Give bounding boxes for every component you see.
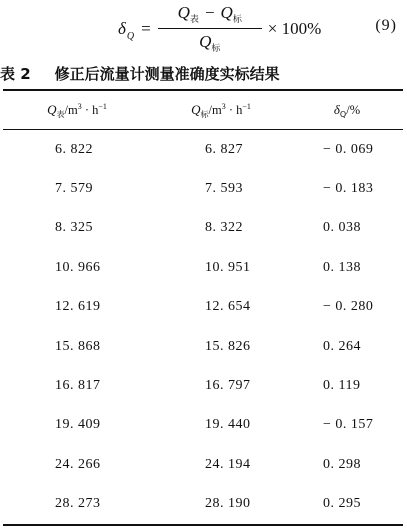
cell-delta-q: 0. 264	[323, 338, 361, 354]
equation-block	[0, 0, 407, 58]
header-subscript: 表	[56, 110, 65, 119]
cell-q-meter: 24. 266	[55, 456, 101, 472]
cell-q-meter: 15. 868	[55, 338, 101, 354]
table-row	[3, 485, 403, 524]
equation-lhs	[118, 19, 135, 42]
cell-delta-q: 0. 295	[323, 496, 361, 512]
header-delta-q	[291, 102, 403, 118]
lhs-subscript: Q	[126, 31, 135, 42]
cell-delta-q: − 0. 280	[323, 299, 374, 315]
cell-q-standard: 10. 951	[205, 259, 251, 275]
table-row	[3, 445, 403, 484]
cell-q-standard: 12. 654	[205, 299, 251, 315]
equals-sign: =	[141, 19, 151, 38]
lhs-symbol: δ	[118, 19, 126, 38]
cell-delta-q: − 0. 157	[323, 417, 374, 433]
table-body	[3, 130, 403, 524]
fraction-numerator	[178, 3, 242, 26]
table-header-row	[3, 91, 403, 129]
header-unit-sup2: −1	[98, 102, 107, 111]
table-row	[3, 327, 403, 366]
cell-delta-q: 0. 138	[323, 259, 361, 275]
table-caption	[0, 62, 280, 84]
equation-multiplier: × 100%	[267, 19, 322, 38]
cell-q-meter: 16. 817	[55, 378, 101, 394]
header-unit-rest: · h	[225, 103, 243, 117]
table-row	[3, 248, 403, 287]
results-table	[3, 89, 403, 526]
cell-q-meter: 12. 619	[55, 299, 101, 315]
numerator-q2-subscript: 标	[232, 15, 242, 25]
table-row	[3, 288, 403, 327]
cell-q-standard: 16. 797	[205, 378, 251, 394]
table-row	[3, 169, 403, 208]
header-unit	[209, 103, 251, 118]
cell-q-standard: 6. 827	[205, 141, 243, 157]
cell-q-meter: 10. 966	[55, 259, 101, 275]
header-unit-sup: 3	[221, 102, 226, 111]
numerator-q1-subscript: 表	[189, 15, 199, 25]
equation-fraction	[158, 3, 262, 55]
cell-q-meter: 7. 579	[55, 181, 93, 197]
table-row	[3, 209, 403, 248]
cell-delta-q: 0. 038	[323, 220, 361, 236]
header-unit-rest: · h	[81, 103, 99, 117]
table-bottom-rule	[3, 524, 403, 526]
equation-number: (9)	[375, 17, 397, 34]
cell-delta-q: − 0. 069	[323, 141, 374, 157]
cell-q-standard: 28. 190	[205, 496, 251, 512]
table-caption-label: 表 2	[0, 64, 31, 83]
header-symbol: Q	[47, 102, 57, 117]
header-symbol: Q	[191, 102, 201, 117]
table-caption-title: 修正后流量计测量准确度实标结果	[54, 64, 280, 83]
cell-delta-q: 0. 298	[323, 456, 361, 472]
cell-q-meter: 8. 325	[55, 220, 93, 236]
table-row	[3, 366, 403, 405]
header-unit-sup: 3	[77, 102, 82, 111]
fraction-bar	[158, 28, 262, 29]
cell-q-standard: 24. 194	[205, 456, 251, 472]
denominator-q: Q	[199, 32, 212, 51]
numerator-q1: Q	[177, 3, 190, 22]
header-symbol: δ	[333, 102, 340, 117]
cell-q-meter: 19. 409	[55, 417, 101, 433]
header-subscript: 标	[200, 110, 209, 119]
table-row	[3, 130, 403, 169]
denominator-subscript: 标	[211, 44, 221, 54]
cell-delta-q: 0. 119	[323, 378, 361, 394]
header-unit	[65, 103, 107, 118]
numerator-q2: Q	[220, 3, 233, 22]
cell-q-standard: 19. 440	[205, 417, 251, 433]
header-unit-sup2: −1	[242, 102, 251, 111]
header-unit-base: /m	[208, 103, 222, 117]
cell-q-meter: 6. 822	[55, 141, 93, 157]
header-unit: /%	[346, 103, 361, 117]
header-q-meter	[3, 102, 151, 118]
equation-body	[118, 3, 321, 55]
table-row	[3, 406, 403, 445]
cell-q-standard: 8. 322	[205, 220, 243, 236]
header-q-standard	[151, 102, 291, 118]
numerator-minus: −	[204, 3, 215, 22]
header-subscript: Q	[339, 110, 347, 119]
header-unit-base: /m	[64, 103, 78, 117]
cell-q-standard: 15. 826	[205, 338, 251, 354]
fraction-denominator	[199, 32, 220, 55]
cell-q-meter: 28. 273	[55, 496, 101, 512]
cell-q-standard: 7. 593	[205, 181, 243, 197]
cell-delta-q: − 0. 183	[323, 181, 374, 197]
